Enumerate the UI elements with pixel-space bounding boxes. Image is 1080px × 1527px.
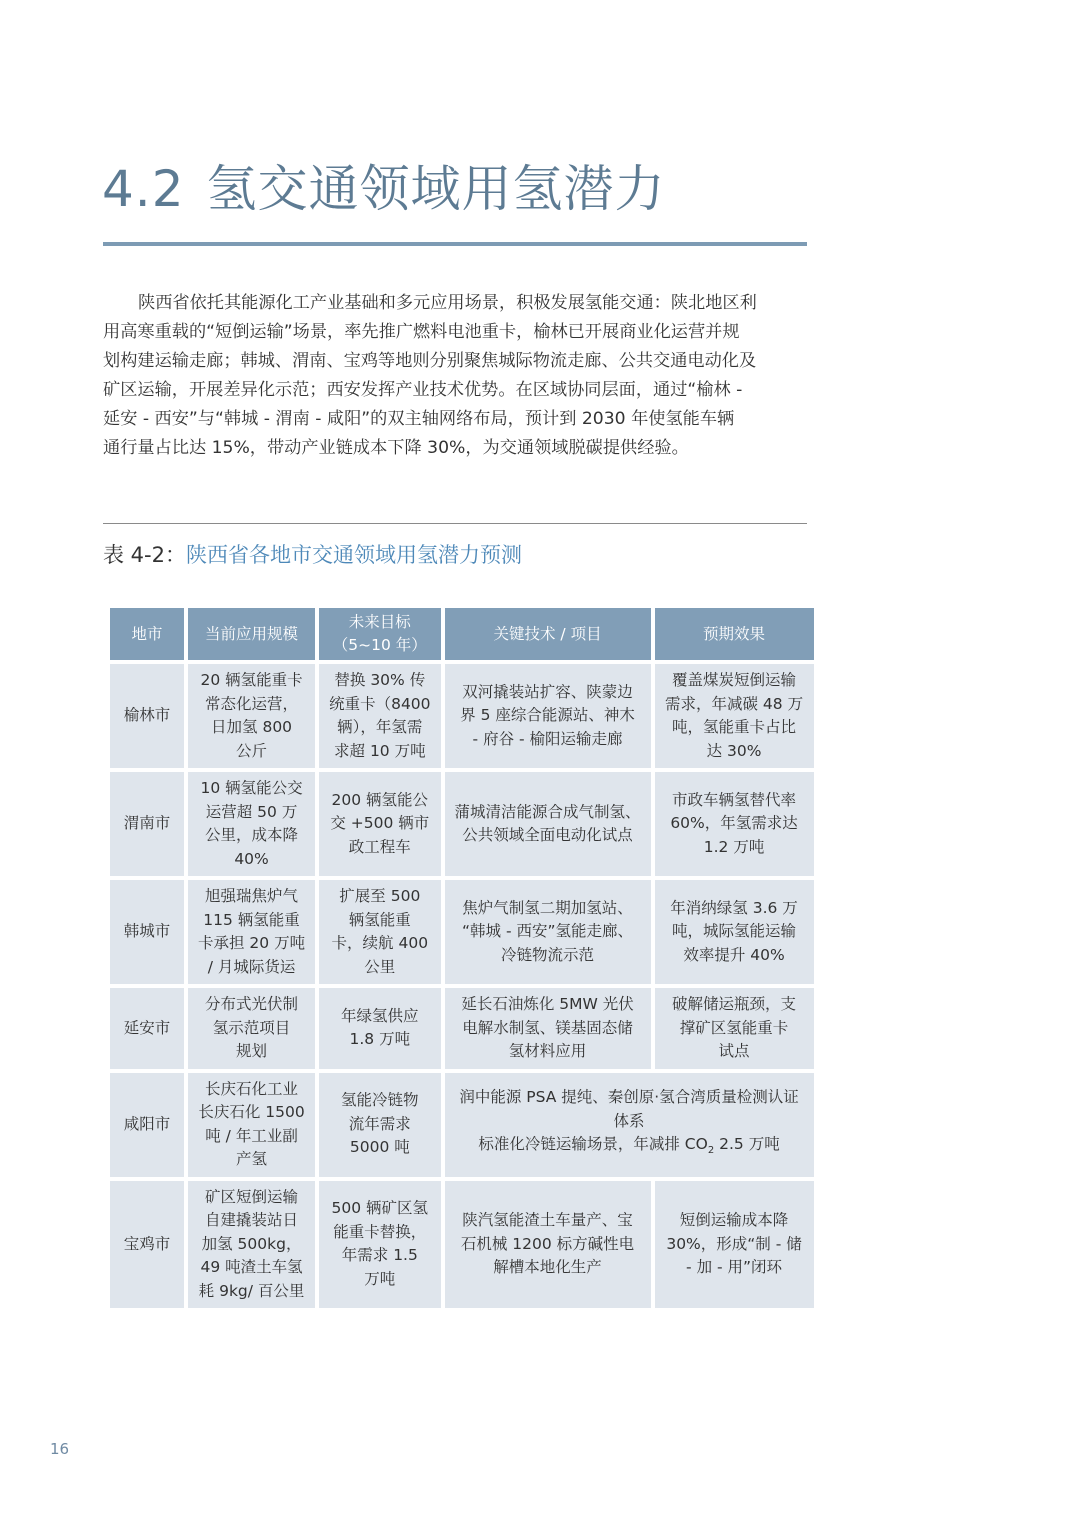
hydrogen-potential-table (106, 604, 818, 1312)
header-target (319, 608, 440, 660)
cell-line: 年消纳绿氢 3.6 万 (670, 898, 798, 917)
cell-scale (188, 988, 315, 1069)
cell-text: 2.5 万吨 (714, 1135, 780, 1154)
cell-line: 扩展至 500 (339, 887, 421, 905)
cell-line: 效率提升 40% (683, 945, 785, 964)
cell-line: 30%，形成“制 - 储 (666, 1234, 802, 1253)
cell-line: 电解水制氢、镁基固态储 (462, 1018, 633, 1037)
cell-line: 冷链物流示范 (501, 945, 595, 964)
table-header-row (110, 608, 814, 660)
cell-line: 公共领域全面电动化试点 (462, 826, 633, 844)
table-row (110, 1073, 814, 1177)
section-number: 4.2 (102, 160, 185, 218)
cell-line: “韩城 - 西安”氢能走廊、 (462, 922, 634, 941)
title-divider (103, 242, 807, 246)
cell-line: / 月城际货运 (207, 957, 296, 976)
cell-city: 延安市 (110, 988, 184, 1069)
cell-line: 达 30% (706, 741, 762, 760)
cell-effect (655, 772, 814, 876)
cell-line: 公斤 (236, 741, 268, 760)
cell-scale (188, 664, 315, 768)
cell-line: 200 辆氢能公 (331, 790, 429, 809)
cell-line: 交 +500 辆市 (330, 814, 430, 833)
paragraph-line: 划构建运输走廊；韩城、渭南、宝鸡等地则分别聚焦城际物流走廊、公共交通电动化及 (103, 351, 757, 371)
paragraph-line: 陕西省依托其能源化工产业基础和多元应用场景，积极发展氢能交通：陕北地区利 (138, 293, 757, 313)
table-caption (103, 538, 522, 572)
cell-line: 万吨 (364, 1269, 396, 1288)
cell-line: 矿区短倒运输 (205, 1187, 299, 1206)
cell-line: 替换 30% 传 (334, 671, 426, 689)
cell-line: 润中能源 PSA 提纯、秦创原·氢合湾质量检测认证 (459, 1088, 799, 1107)
cell-line: 辆），年氢需 (337, 718, 423, 736)
table-row (110, 880, 814, 984)
cell-line: 双河撬装站扩容、陕蒙边 (462, 682, 633, 701)
cell-tech (445, 988, 651, 1069)
cell-line: 旭强瑞焦炉气 (205, 887, 299, 905)
cell-line: 20 辆氢能重卡 (200, 671, 303, 689)
cell-line: 延长石油炼化 5MW 光伏 (461, 995, 634, 1013)
page-number: 16 (50, 1440, 70, 1458)
cell-line: 政工程车 (348, 837, 411, 856)
cell-line: 自建撬装站日 (205, 1211, 299, 1229)
cell-line: 统重卡（8400 (329, 694, 431, 713)
cell-line: 1.8 万吨 (349, 1030, 411, 1049)
cell-line: 115 辆氢能重 (203, 910, 300, 929)
cell-line: 常态化运营， (205, 694, 299, 713)
co2-subscript: 2 (707, 1145, 715, 1157)
cell-scale (188, 772, 315, 876)
cell-line: 焦炉气制氢二期加氢站、 (462, 898, 633, 917)
cell-city: 宝鸡市 (110, 1181, 184, 1309)
cell-line: 市政车辆氢替代率 (672, 790, 797, 809)
cell-line: 体系 (613, 1111, 645, 1130)
cell-line: 卡，续航 400 (331, 934, 429, 952)
cell-line: 氢材料应用 (508, 1042, 587, 1060)
cell-line: 加氢 500kg， (201, 1234, 302, 1253)
paragraph-line: 用高寒重载的“短倒运输”场景，率先推广燃料电池重卡，榆林已开展商业化运营并规 (103, 322, 740, 342)
cell-line: 辆氢能重 (348, 910, 411, 929)
table-caption-prefix: 表 4-2： (103, 543, 186, 567)
cell-line: 撑矿区氢能重卡 (679, 1018, 789, 1037)
cell-target (319, 664, 440, 768)
cell-line: 10 辆氢能公交 (200, 779, 303, 797)
cell-target (319, 988, 440, 1069)
paragraph-line: 通行量占比达 15%，带动产业链成本下降 30%，为交通领域脱碳提供经验。 (103, 438, 689, 458)
table-row (110, 1181, 814, 1309)
cell-line: 解槽本地化生产 (493, 1258, 602, 1276)
cell-line: 能重卡替换， (333, 1222, 427, 1241)
header-target-line1: 未来目标 (348, 613, 411, 631)
cell-line: 试点 (718, 1042, 750, 1060)
cell-target (319, 772, 440, 876)
cell-line: 49 吨渣土车氢 (200, 1258, 303, 1276)
cell-scale (188, 880, 315, 984)
table-row (110, 988, 814, 1069)
cell-line: 年绿氢供应 (341, 1006, 419, 1025)
paragraph-line: 矿区运输，开展差异化示范；西安发挥产业技术优势。在区域协同层面，通过“榆林 - (103, 380, 743, 400)
cell-line: - 加 - 用”闭环 (686, 1258, 783, 1276)
cell-line: 公里，成本降 (205, 826, 299, 844)
cell-city: 榆林市 (110, 664, 184, 768)
cell-line: 蒲城清洁能源合成气制氢、 (454, 802, 641, 821)
cell-line: 界 5 座综合能源站、神木 (460, 706, 635, 725)
header-scale: 当前应用规模 (188, 608, 315, 660)
cell-effect (655, 988, 814, 1069)
section-title (102, 156, 666, 222)
cell-line: 长庆石化 1500 (198, 1103, 305, 1121)
cell-scale (188, 1181, 315, 1309)
cell-line: 长庆石化工业 (205, 1079, 299, 1098)
cell-tech-effect-merged (445, 1073, 814, 1177)
cell-line: 流年需求 (348, 1114, 411, 1133)
cell-line: 分布式光伏制 (205, 995, 299, 1013)
table-row (110, 772, 814, 876)
paragraph-line: 延安 - 西安”与“韩城 - 渭南 - 咸阳”的双主轴网络布局，预计到 2030 年使氢能车辆 (103, 409, 735, 429)
cell-line: 耗 9kg/ 百公里 (198, 1281, 305, 1300)
cell-scale (188, 1073, 315, 1177)
header-tech: 关键技术 / 项目 (445, 608, 651, 660)
cell-line: 5000 吨 (349, 1138, 410, 1157)
cell-line: 日加氢 800 (211, 718, 293, 736)
cell-line: 求超 10 万吨 (334, 741, 426, 760)
cell-city: 咸阳市 (110, 1073, 184, 1177)
cell-line: 需求，年减碳 48 万 (665, 694, 804, 713)
table-caption-text: 陕西省各地市交通领域用氢潜力预测 (185, 543, 522, 567)
table-row (110, 664, 814, 768)
cell-line: 40% (234, 849, 269, 868)
intro-paragraph (103, 289, 809, 463)
cell-line: 吨，城际氢能运输 (672, 922, 797, 941)
cell-city: 韩城市 (110, 880, 184, 984)
cell-line: 氢能冷链物 (341, 1091, 419, 1110)
cell-tech (445, 664, 651, 768)
section-title-text: 氢交通领域用氢潜力 (206, 160, 666, 218)
cell-line: 氢示范项目 (212, 1018, 291, 1037)
cell-effect (655, 880, 814, 984)
caption-divider (103, 523, 807, 524)
cell-line: 卡承担 20 万吨 (198, 934, 306, 952)
cell-line: - 府谷 - 榆阳运输走廊 (472, 729, 623, 748)
cell-line: 1.2 万吨 (703, 837, 765, 856)
cell-effect (655, 1181, 814, 1309)
cell-tech (445, 880, 651, 984)
cell-line: 规划 (236, 1042, 268, 1060)
cell-line (455, 1133, 804, 1163)
cell-line: 覆盖煤炭短倒运输 (672, 671, 797, 689)
cell-line: 短倒运输成本降 (679, 1211, 789, 1229)
cell-line: 吨 / 年工业副 (205, 1126, 298, 1145)
cell-text: 标准化冷链运输场景，年减排 CO (478, 1135, 708, 1154)
cell-line: 产氢 (236, 1150, 268, 1168)
cell-effect (655, 664, 814, 768)
cell-tech (445, 772, 651, 876)
cell-line: 运营超 50 万 (205, 802, 298, 821)
cell-line: 破解储运瓶颈，支 (672, 995, 797, 1013)
cell-target (319, 1073, 440, 1177)
cell-city: 渭南市 (110, 772, 184, 876)
cell-tech (445, 1181, 651, 1309)
cell-line: 吨，氢能重卡占比 (672, 718, 797, 736)
cell-line: 陕汽氢能渣土车量产、宝 (462, 1211, 633, 1229)
cell-line: 60%，年氢需求达 (670, 814, 798, 833)
header-city: 地市 (110, 608, 184, 660)
cell-target (319, 1181, 440, 1309)
cell-line: 年需求 1.5 (341, 1246, 418, 1265)
cell-target (319, 880, 440, 984)
header-target-line2: （5~10 年） (332, 636, 427, 654)
cell-line: 公里 (364, 957, 396, 976)
cell-line: 500 辆矿区氢 (331, 1199, 429, 1218)
header-effect: 预期效果 (655, 608, 814, 660)
cell-line: 石机械 1200 标方碱性电 (460, 1234, 635, 1253)
